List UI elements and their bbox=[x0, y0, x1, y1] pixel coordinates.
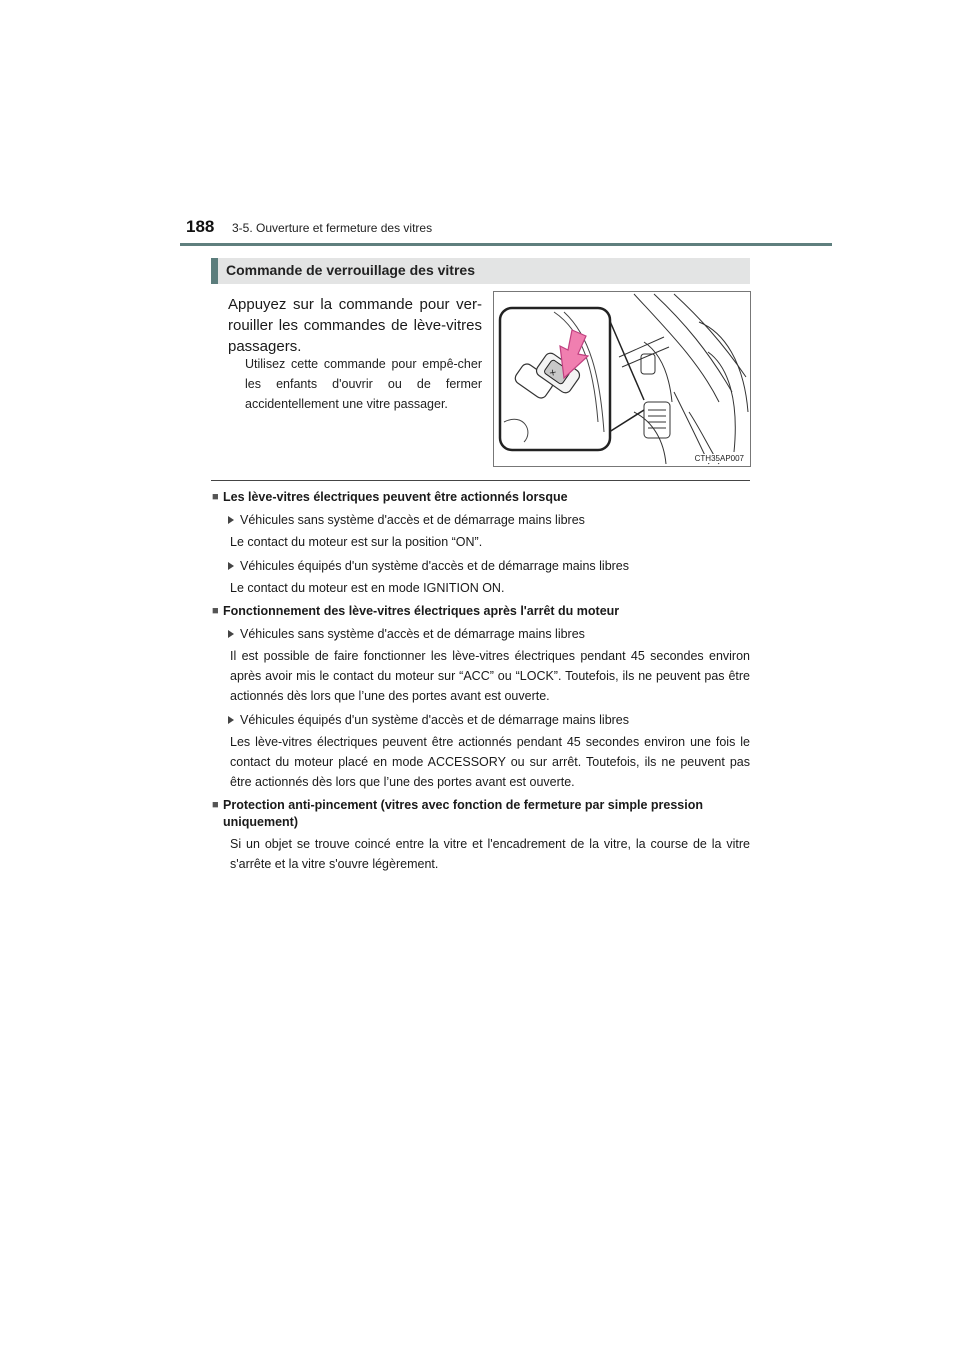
note-paragraph: Si un objet se trouve coincé entre la vitre et l'encadrement de la vitre, la course de la vitre s'arrête et la vitre s'ouvre légèrement. bbox=[230, 837, 750, 871]
lock-note-text: Utilisez cette commande pour empê-cher les enfants d'ouvrir ou de fermer accidentellement une vitre passager. bbox=[245, 357, 482, 411]
note-heading: ■ Les lève-vitres électriques peuvent être actionnés lorsque bbox=[212, 490, 568, 504]
sub-heading: Véhicules sans système d'accès et de démarrage mains libres bbox=[212, 512, 750, 529]
square-bullet-icon: ■ bbox=[212, 491, 219, 503]
lock-section-header bbox=[211, 258, 750, 284]
header-accent-bar bbox=[211, 258, 218, 284]
sub-heading: Véhicules équipés d'un système d'accès et de démarrage mains libres bbox=[212, 558, 750, 575]
sub-heading: Véhicules sans système d'accès et de démarrage mains libres bbox=[212, 626, 750, 643]
svg-text:✕: ✕ bbox=[547, 367, 558, 379]
square-bullet-icon: ■ bbox=[212, 605, 219, 617]
notes-content bbox=[212, 489, 750, 874]
square-bullet-icon: ■ bbox=[212, 799, 219, 811]
triangle-bullet-icon bbox=[228, 562, 234, 570]
door-panel-drawing bbox=[494, 292, 750, 466]
triangle-bullet-icon bbox=[228, 630, 234, 638]
lock-section-title: Commande de verrouillage des vitres bbox=[226, 262, 475, 278]
sub-heading: Véhicules équipés d'un système d'accès et de démarrage mains libres bbox=[212, 712, 750, 729]
lock-intro-text: Appuyez sur la commande pour ver-rouiller les commandes de lève-vitres passagers. bbox=[228, 296, 482, 355]
note-paragraph: Le contact du moteur est en mode IGNITION ON. bbox=[230, 581, 505, 595]
window-lock-illustration bbox=[493, 291, 751, 467]
header-rule bbox=[180, 243, 832, 246]
page-number: 188 bbox=[186, 217, 215, 236]
note-paragraph: Le contact du moteur est sur la position “ON”. bbox=[230, 535, 483, 549]
triangle-bullet-icon bbox=[228, 516, 234, 524]
section-title: 3-5. Ouverture et fermeture des vitres bbox=[232, 221, 433, 235]
note-paragraph: Il est possible de faire fonctionner les lève-vitres électriques pendant 45 secondes environ après avoir mis le contact du moteur sur “ACC” ou “LOCK”. Toutefois, ils ne peuvent pas être actionnés dès lors que l’une des portes avant est ouverte. bbox=[230, 649, 750, 703]
note-paragraph: Les lève-vitres électriques peuvent être actionnés pendant 45 secondes environ une fois le contact du moteur placé en mode ACCESSORY ou sur arrêt. Toutefois, ils ne peuvent pas être actionnés dès lors que l’une des portes avant est ouverte. bbox=[230, 735, 750, 789]
note-heading: ■ Protection anti-pincement (vitres avec fonction de fermeture par simple pression uniquement) bbox=[212, 798, 703, 829]
figure-code: CTH35AP007 bbox=[694, 454, 744, 463]
note-heading: ■ Fonctionnement des lève-vitres électriques après l'arrêt du moteur bbox=[212, 604, 620, 618]
section-separator bbox=[211, 480, 750, 481]
triangle-bullet-icon bbox=[228, 716, 234, 724]
